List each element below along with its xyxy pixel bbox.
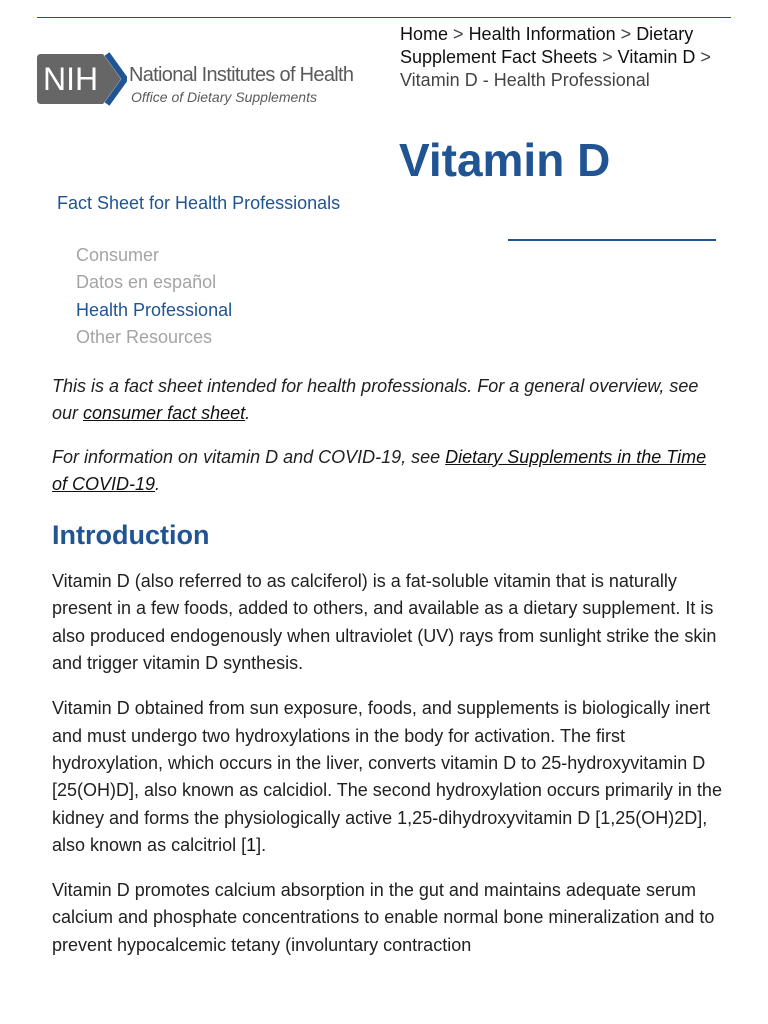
subnav-other-resources[interactable]: Other Resources <box>76 326 213 347</box>
professional-note-end: . <box>245 403 251 424</box>
main-content <box>52 373 722 977</box>
paragraph-2-text: Vitamin D obtained from sun exposure, foods, and supplements is biologically inert and must undergo two hydroxylations in the body for activation. The first hydroxylation, which occurs in the liver, converts vitamin D to 25-hydroxyvitamin D [25(OH)D], also known as calcidiol. The second hydroxylation occurs primarily in the kidney and forms the physiologically active 1,25-dihydroxyvitamin D [1,25(OH)2D], also known as calcitriol [ <box>52 698 722 855</box>
breadcrumb-home[interactable]: Home <box>400 24 449 44</box>
breadcrumb-separator: > <box>453 24 464 44</box>
introduction-paragraph-1: Vitamin D (also referred to as calciferol) is a fat-soluble vitamin that is naturally present in a few foods, added to others, and available as a dietary supplement. It is also produced endogenously when ultraviolet (UV) rays from sunlight strike the skin and trigger vitamin D synthesis. <box>52 571 717 674</box>
logo-subtitle: Office of Dietary Supplements <box>131 89 317 105</box>
covid-note-text: For information on vitamin D and COVID-19, see <box>52 446 446 467</box>
covid-note <box>52 444 722 499</box>
fact-sheet-subtitle-link[interactable]: Fact Sheet for Health Professionals <box>57 193 341 213</box>
subnav-health-professional[interactable]: Health Professional <box>76 299 233 320</box>
subnav-item <box>76 324 232 351</box>
reference-link[interactable]: 1 <box>246 834 257 855</box>
breadcrumb-fact-sheets[interactable]: Dietary Supplement Fact Sheets <box>400 24 694 67</box>
subnav-consumer[interactable]: Consumer <box>76 245 160 265</box>
consumer-fact-sheet-link[interactable]: consumer fact sheet <box>83 403 246 424</box>
page-title: Vitamin D <box>399 134 611 186</box>
subnav-item <box>76 242 232 269</box>
breadcrumb-health-information[interactable]: Health Information <box>468 24 616 44</box>
covid-note-end: . <box>155 473 161 494</box>
breadcrumb-current: Vitamin D - Health Professional <box>400 70 650 90</box>
logo-title: National Institutes of Health <box>129 64 354 86</box>
covid-supplements-link[interactable]: Dietary Supplements in the Time of COVID-19 <box>52 446 707 494</box>
nih-logo[interactable] <box>35 50 405 108</box>
subnav-datos-en-espanol[interactable]: Datos en español <box>76 272 217 293</box>
logo-badge-text: NIH <box>43 61 99 97</box>
breadcrumb-vitamin-d[interactable]: Vitamin D <box>617 47 696 67</box>
paragraph-2-end: ]. <box>256 834 267 855</box>
breadcrumb-separator: > <box>602 47 613 67</box>
professional-note-text: This is a fact sheet intended for health professionals. For a general overview, see our <box>52 376 699 424</box>
breadcrumb <box>400 23 730 92</box>
breadcrumb-separator: > <box>620 24 632 44</box>
breadcrumb-separator: > <box>700 47 711 67</box>
subnav-item <box>76 269 232 296</box>
subnav-item <box>76 297 232 324</box>
introduction-paragraph-3: Vitamin D promotes calcium absorption in the gut and maintains adequate serum calcium and phosphate concentrations to enable normal bone mineralization and to prevent hypocalcemic tetany (involuntary contraction <box>52 880 715 955</box>
introduction-heading: Introduction <box>52 520 210 551</box>
title-underline <box>508 239 716 241</box>
nih-badge-icon <box>35 50 127 108</box>
top-divider <box>37 17 731 18</box>
introduction-paragraph-2 <box>52 695 722 859</box>
professional-audience-note <box>52 373 722 428</box>
fact-sheet-subnav <box>76 242 232 351</box>
